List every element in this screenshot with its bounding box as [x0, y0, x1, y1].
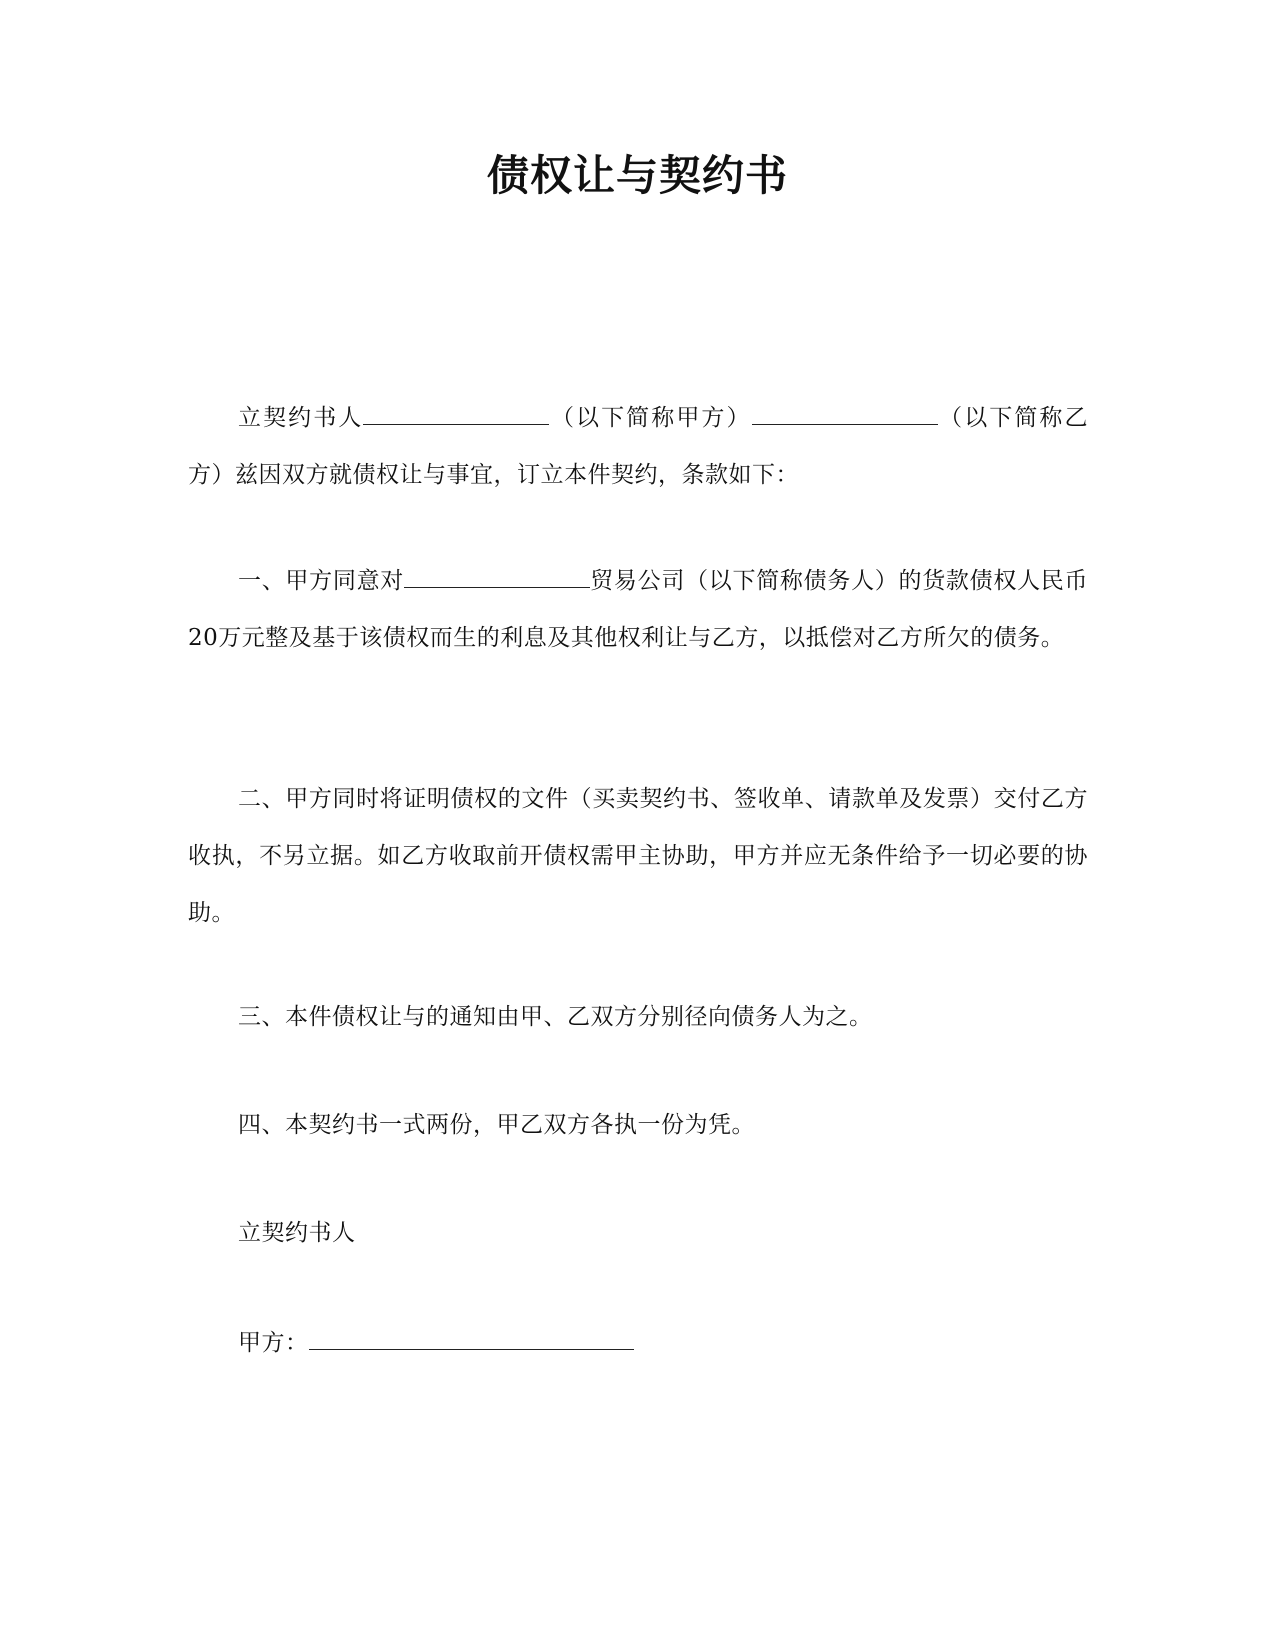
intro-text-2: （以下简称甲方） — [549, 405, 752, 431]
party-a-label: 甲方： — [238, 1330, 309, 1356]
clause-2-paragraph: 二、甲方同时将证明债权的文件（买卖契约书、签收单、请款单及发票）交付乙方收执，不另立据。如乙方收取前开债权需甲主协助，甲方并应无条件给予一切必要的协助。 — [188, 786, 1088, 926]
intro-text-3: （以下简称乙方）兹因双方就债权让与事宜，订立本件契约，条款如下： — [188, 405, 1089, 488]
clause-1-text-1: 一、甲方同意对 — [238, 568, 404, 594]
intro-text-1: 立契约书人 — [238, 405, 364, 431]
clause-1-paragraph — [188, 553, 1088, 667]
party-b-blank — [752, 402, 938, 425]
company-blank — [404, 565, 590, 588]
clause-4-paragraph: 四、本契约书一式两份，甲乙双方各执一份为凭。 — [238, 1112, 755, 1138]
party-a-signature-blank — [309, 1327, 634, 1350]
clause-3-paragraph: 三、本件债权让与的通知由甲、乙双方分别径向债务人为之。 — [238, 1004, 873, 1030]
signature-heading: 立契约书人 — [238, 1220, 356, 1246]
intro-paragraph — [188, 390, 1088, 504]
document-title: 债权让与契约书 — [486, 151, 788, 200]
party-a-blank — [363, 402, 549, 425]
party-a-signature-row — [238, 1323, 634, 1363]
clause-1-text-2: 贸易公司（以下简称债务人）的货款债权人民币20万元整及基于该债权而生的利息及其他权利让与乙方，以抵偿对乙方所欠的债务。 — [188, 568, 1089, 651]
